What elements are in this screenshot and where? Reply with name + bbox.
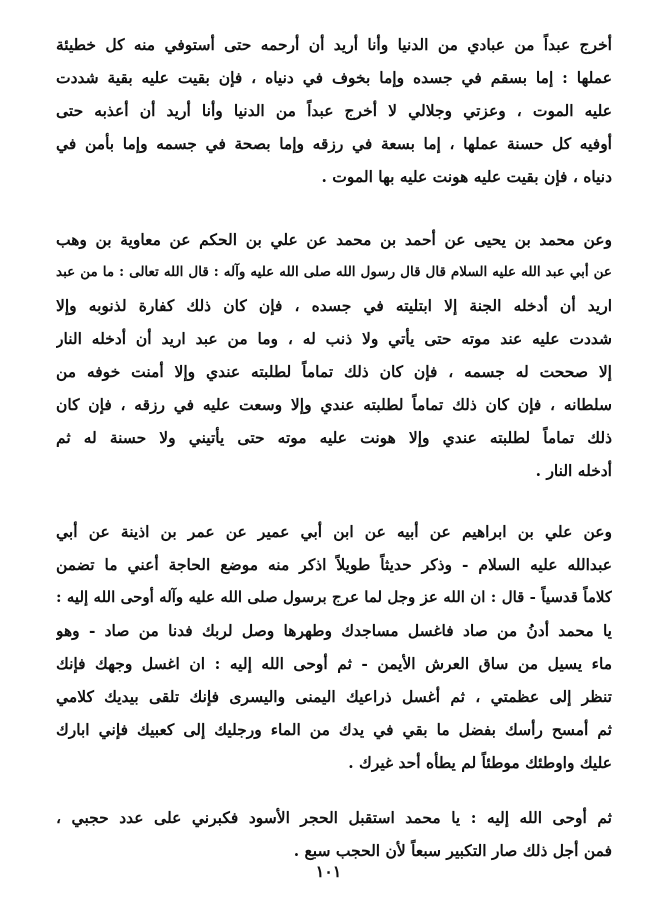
text-line: شددت عليه عند موته حتى يأتي ولا ذنب له ، وما من عبد اريد أن أدخله النار [56,329,612,348]
paragraph-4 [56,801,612,867]
paragraph-3 [56,515,612,779]
paragraph-2 [56,223,612,487]
text-line: ثم أوحى الله إليه : يا محمد استقبل الحجر الأسود فكبرني على عدد حجبي ، [56,808,612,827]
text-line: كلاماً قدسياً - قال : ان الله عز وجل لما عرج برسول صلى الله عليه وآله أوحى الله إليه : [56,588,612,606]
text-line: أوفيه كل حسنة عملها ، إما بسعة في رزقه وإما بصحة في جسمه وإما بأمن في [56,134,612,153]
paragraph-spacer [56,487,612,515]
text-line: اريد أن أدخله الجنة إلا ابتليته في جسده ، فإن كان ذلك كفارة لذنوبه وإلا [56,296,612,315]
text-line: يا محمد أدنُ من صاد فاغسل مساجدك وطهرها وصل لربك فدنا من صاد - وهو [56,621,612,640]
text-line: عملها : إما بسقم في جسده وإما بخوف في دنياه ، فإن بقيت عليه بقية شددت [56,68,612,87]
text-line: إلا صححت له جسمه ، فإن كان ذلك تماماً لطلبته عندي وإلا أمنت خوفه من [56,362,612,381]
text-line: دنياه ، فإن بقيت عليه هونت عليه بها الموت . [321,167,612,186]
text-line: عبدالله عليه السلام - وذكر حديثاً طويلاً اذكر منه موضع الحاجة أعني ما تضمن [56,555,612,574]
paragraph-1 [56,28,612,193]
text-line: ثم أمسح رأسك بفضل ما بقي في يدك من الماء ورجليك إلى كعبيك فإني ابارك [56,720,612,739]
text-line: عن أبي عبد الله عليه السلام قال قال رسول الله صلى الله عليه وآله : قال الله تعالى : ما من عبد [56,264,612,280]
text-line: ماء يسيل من ساق العرش الأيمن - ثم أوحى الله إليه : ان اغسل وجهك فإنك [56,654,612,673]
text-line: وعن محمد بن يحيى عن أحمد بن محمد عن علي بن الحكم عن معاوية بن وهب [56,230,612,249]
text-line: فمن أجل ذلك صار التكبير سبعاً لأن الحجب سبع . [293,841,612,860]
text-line: أخرج عبداً من عبادي من الدنيا وأنا أريد أن أرحمه حتى أستوفي منه كل خطيئة [56,35,612,54]
page-text [56,28,612,867]
paragraph-spacer [56,779,612,801]
text-line: عليه الموت ، وعزتي وجلالي لا أخرج عبداً من الدنيا وأنا أريد أن أعذبه حتى [56,101,612,120]
text-line: أدخله النار . [535,461,612,480]
text-line: عليك واوطئك موطئاً لم يطأه أحد غيرك . [348,753,612,772]
text-line: ذلك تماماً لطلبته عندي وإلا هونت عليه موته حتى يأتيني ولا حسنة له ثم [56,428,612,447]
paragraph-spacer [56,193,612,223]
text-line: سلطانه ، فإن كان ذلك تماماً لطلبته عندي وإلا وسعت عليه في رزقه ، فإن كان [56,395,612,414]
page-number: ١٠١ [315,862,342,881]
text-line: تنظر إلى عظمتي ، ثم أغسل ذراعيك اليمنى واليسرى فإنك تلقى بيديك كلامي [56,687,612,706]
text-line: وعن علي بن ابراهيم عن أبيه عن ابن أبي عمير عن عمر بن اذينة عن أبي [56,522,612,541]
